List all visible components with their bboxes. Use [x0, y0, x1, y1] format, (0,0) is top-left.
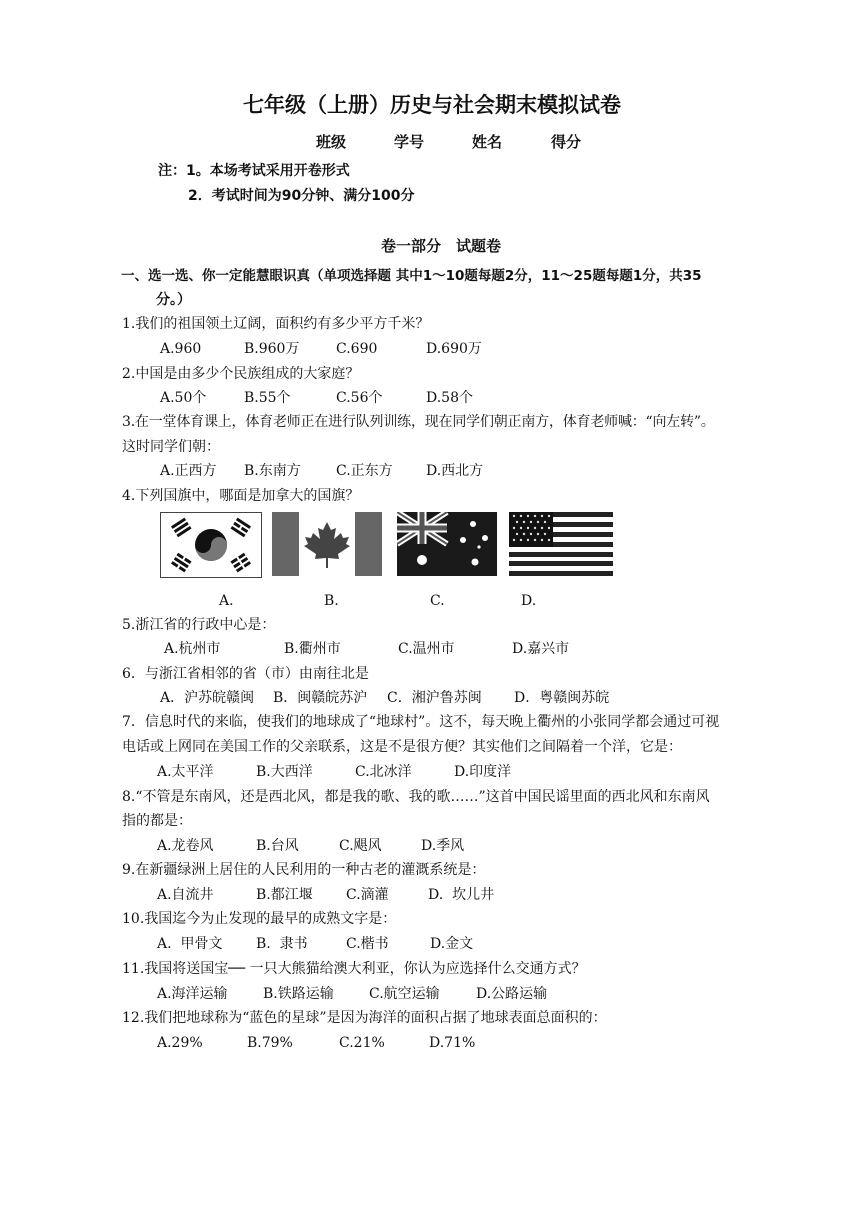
- note-2: 2．考试时间为90分钟、满分100分: [188, 188, 415, 204]
- option-d[interactable]: D.公路运输: [476, 986, 548, 1002]
- option-d[interactable]: D.金文: [430, 936, 474, 952]
- question-1: 1.我们的祖国领土辽阔，面积约有多少平方千米？: [122, 316, 430, 332]
- question-8-options: [157, 837, 464, 855]
- question-2: 2.中国是由多少个民族组成的大家庭？: [122, 366, 360, 382]
- question-7: 7．信息时代的来临，使我们的地球成了“地球村”。这不，每天晚上衢州的小张同学都会通过可视: [122, 714, 720, 730]
- section-heading: 一、选一选、你一定能慧眼识真（单项选择题 其中1～10题每题2分，11～25题每题1分，共35: [121, 268, 702, 284]
- info-field-score: 得分: [551, 133, 582, 151]
- question-11: 11.我国将送国宝── 一只大熊猫给澳大利亚，你认为应选择什么交通方式？: [122, 961, 586, 977]
- question-10: 10.我国迄今为止发现的最早的成熟文字是：: [122, 911, 397, 927]
- option-d[interactable]: D.嘉兴市: [512, 641, 570, 657]
- option-d[interactable]: D. 坎儿井: [428, 887, 495, 903]
- question-3-cont: 这时同学们朝：: [122, 439, 220, 455]
- option-b[interactable]: B．闽赣皖苏沪: [273, 690, 368, 706]
- option-c[interactable]: C.温州市: [398, 641, 455, 657]
- flag-label-b[interactable]: B.: [324, 593, 339, 609]
- option-c[interactable]: C.楷书: [346, 936, 389, 952]
- question-5: 5.浙江省的行政中心是：: [122, 617, 276, 633]
- option-c[interactable]: C.690: [336, 341, 378, 357]
- option-a[interactable]: A.杭州市: [164, 641, 221, 657]
- option-a[interactable]: A.海洋运输: [157, 986, 228, 1002]
- question-7-cont: 电话或上网同在美国工作的父亲联系，这是不是很方便？其实他们之间隔着一个洋，它是：: [122, 739, 682, 755]
- page-title: 七年级（上册）历史与社会期末模拟试卷: [243, 93, 621, 117]
- option-c[interactable]: C.北冰洋: [355, 764, 412, 780]
- option-b[interactable]: B.铁路运输: [263, 986, 334, 1002]
- question-1-options: [160, 340, 482, 358]
- option-a[interactable]: A. 甲骨文: [157, 936, 223, 952]
- canada-flag-icon[interactable]: [272, 512, 382, 576]
- question-9: 9.在新疆绿洲上居住的人民利用的一种古老的灌溉系统是：: [122, 862, 486, 878]
- option-c[interactable]: C.滴灌: [346, 887, 389, 903]
- south-korea-flag-icon[interactable]: [160, 512, 262, 578]
- option-a[interactable]: A．沪苏皖赣闽: [160, 690, 255, 706]
- question-3-options: [160, 462, 483, 480]
- section-heading-cont: 分。）: [156, 292, 191, 308]
- option-a[interactable]: A.自流井: [157, 887, 214, 903]
- flag-label-a[interactable]: A.: [219, 593, 234, 609]
- option-c[interactable]: C.56个: [336, 390, 383, 406]
- info-field-student-id: 学号: [394, 133, 425, 151]
- option-c[interactable]: C．湘沪鲁苏闽: [387, 690, 482, 706]
- option-d[interactable]: D.季风: [421, 838, 465, 854]
- option-b[interactable]: B.大西洋: [256, 764, 313, 780]
- question-4: 4.下列国旗中，哪面是加拿大的国旗？: [122, 488, 360, 504]
- question-5-options: [164, 640, 569, 658]
- question-8: 8.“不管是东南风，还是西北风，都是我的歌、我的歌……”这首中国民谣里面的西北风和东南风: [122, 789, 710, 805]
- option-d[interactable]: D.印度洋: [454, 764, 512, 780]
- flag-label-d[interactable]: D.: [521, 593, 537, 609]
- question-12-options: [157, 1034, 475, 1052]
- question-6-options: [160, 689, 609, 707]
- option-a[interactable]: A.正西方: [160, 463, 217, 479]
- option-d[interactable]: D.西北方: [426, 463, 484, 479]
- usa-flag-icon[interactable]: [509, 512, 613, 576]
- option-d[interactable]: D.690万: [426, 341, 482, 357]
- option-c[interactable]: C.正东方: [336, 463, 393, 479]
- option-c[interactable]: C.21%: [339, 1035, 385, 1051]
- option-c[interactable]: C.飓风: [339, 838, 382, 854]
- note-1: 注：1。本场考试采用开卷形式: [158, 163, 350, 179]
- option-b[interactable]: B.台风: [256, 838, 299, 854]
- question-6: 6．与浙江省相邻的省（市）由南往北是: [122, 666, 369, 682]
- option-b[interactable]: B.79%: [247, 1035, 293, 1051]
- option-b[interactable]: B.衢州市: [284, 641, 341, 657]
- option-b[interactable]: B. 隶书: [256, 936, 308, 952]
- question-12: 12.我们把地球称为“蓝色的星球”是因为海洋的面积占据了地球表面总面积的：: [122, 1010, 607, 1026]
- option-a[interactable]: A.29%: [157, 1035, 203, 1051]
- option-b[interactable]: B.960万: [244, 341, 300, 357]
- question-3: 3.在一堂体育课上，体育老师正在进行队列训练，现在同学们朝正南方，体育老师喊：“向左转”。: [122, 414, 715, 430]
- option-a[interactable]: A.50个: [160, 390, 207, 406]
- option-a[interactable]: A.太平洋: [157, 764, 214, 780]
- option-d[interactable]: D.58个: [426, 390, 473, 406]
- question-8-cont: 指的都是：: [122, 813, 192, 829]
- australia-flag-icon[interactable]: [397, 512, 497, 576]
- option-c[interactable]: C.航空运输: [369, 986, 440, 1002]
- option-b[interactable]: B.都江堰: [256, 887, 313, 903]
- question-11-options: [157, 985, 547, 1003]
- question-9-options: [157, 886, 494, 904]
- info-field-name: 姓名: [472, 133, 503, 151]
- option-d[interactable]: D．粤赣闽苏皖: [514, 690, 610, 706]
- option-d[interactable]: D.71%: [429, 1035, 476, 1051]
- option-a[interactable]: A.龙卷风: [157, 838, 214, 854]
- flag-label-c[interactable]: C.: [430, 593, 445, 609]
- question-7-options: [157, 763, 511, 781]
- question-2-options: [160, 389, 473, 407]
- option-a[interactable]: A.960: [160, 341, 202, 357]
- part-title: 卷一部分 试题卷: [381, 237, 502, 255]
- option-b[interactable]: B.55个: [244, 390, 291, 406]
- question-10-options: [157, 935, 473, 953]
- option-b[interactable]: B.东南方: [244, 463, 301, 479]
- info-field-class: 班级: [316, 133, 347, 151]
